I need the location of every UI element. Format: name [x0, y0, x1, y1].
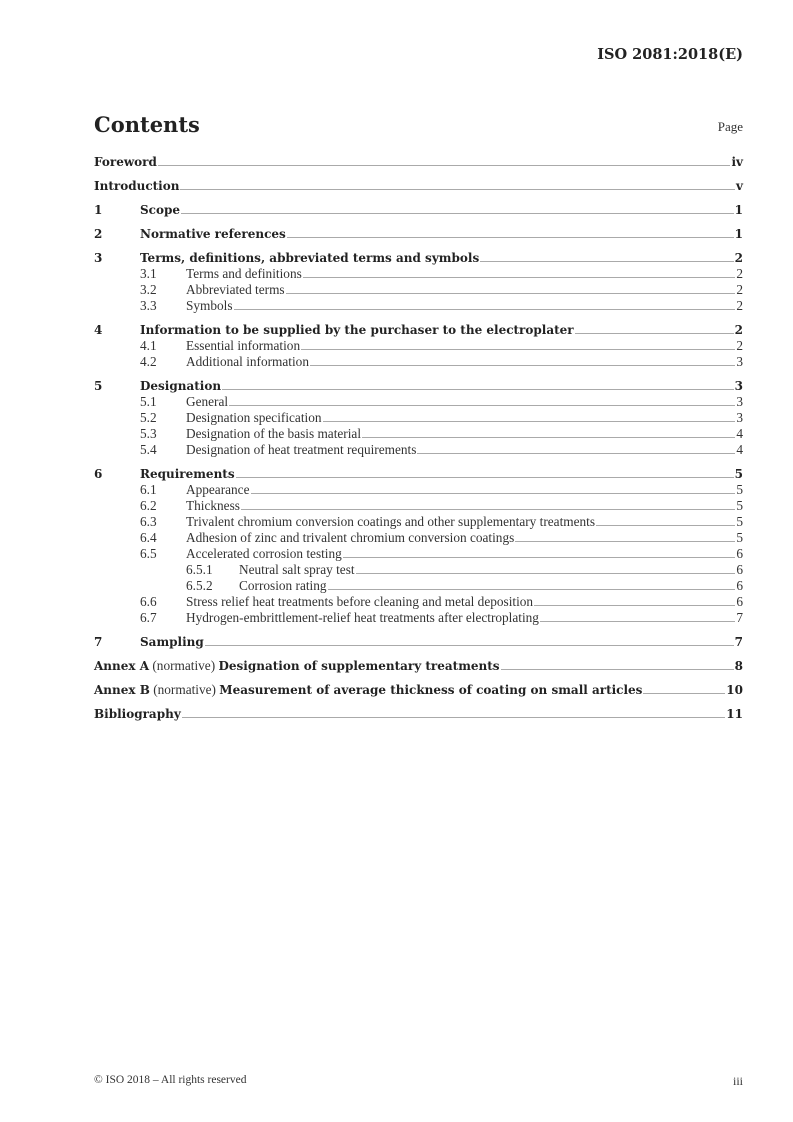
footer-page-number: iii [732, 1074, 743, 1088]
toc-entry[interactable] [94, 282, 743, 298]
toc-entry-page: 2 [734, 251, 743, 265]
toc-entry-title: Sampling [140, 635, 204, 649]
dot-leader [596, 525, 735, 526]
toc-entry-title: Neutral salt spray test [239, 562, 355, 577]
toc-entry-title: Adhesion of zinc and trivalent chromium conversion coatings [186, 530, 515, 545]
toc-entry-page: 5 [736, 482, 743, 497]
dot-leader [158, 165, 731, 166]
toc-entry-title: Requirements [140, 467, 235, 481]
toc-entry[interactable] [94, 610, 743, 626]
toc-entry[interactable] [94, 594, 743, 610]
toc-entry-number: 4 [94, 323, 103, 337]
toc-entry-title: Information to be supplied by the purchaser to the electroplater [140, 323, 574, 337]
dot-leader [534, 605, 735, 606]
dot-leader [251, 493, 736, 494]
toc-entry-title: Designation of the basis material [186, 426, 362, 441]
toc-entry-number: 6.5.2 [186, 578, 213, 593]
toc-entry-page: 7 [736, 610, 743, 625]
toc-entry-number: 5.1 [140, 394, 157, 409]
toc-entry[interactable] [94, 634, 743, 650]
toc-entry-number: 3.3 [140, 298, 157, 313]
toc-entry[interactable] [94, 426, 743, 442]
toc-entry-page: 2 [736, 338, 743, 353]
toc-entry-page: 2 [736, 298, 743, 313]
toc-entry-number: 3.2 [140, 282, 157, 297]
annex-title: Measurement of average thickness of coating on small articles [219, 683, 643, 697]
toc-entry-title: Terms, definitions, abbreviated terms and symbols [140, 251, 480, 265]
toc-entry[interactable] [94, 202, 743, 218]
toc-entry[interactable] [94, 338, 743, 354]
toc-entry-title: Designation [140, 379, 222, 393]
toc-entry-page: 6 [736, 594, 743, 609]
dot-leader [643, 693, 725, 694]
contents-title: Contents [94, 112, 200, 137]
toc-entry-number: 6.7 [140, 610, 157, 625]
toc-entry-title: Stress relief heat treatments before cleaning and metal deposition [186, 594, 534, 609]
toc-entry-page: 7 [734, 635, 743, 649]
annex-type: (normative) [149, 658, 219, 673]
toc-entry[interactable] [94, 298, 743, 314]
toc-entry-number: 6.3 [140, 514, 157, 529]
annex-label: Annex A [94, 659, 150, 673]
dot-leader [356, 573, 736, 574]
toc-entry-title: Corrosion rating [239, 578, 327, 593]
toc-entry-title: Foreword [94, 155, 157, 169]
dot-leader [241, 509, 735, 510]
toc-entry-title: Essential information [186, 338, 301, 353]
dot-leader [182, 717, 726, 718]
dot-leader [236, 477, 734, 478]
toc-entry-number: 7 [94, 635, 103, 649]
dot-leader [303, 277, 736, 278]
dot-leader [222, 389, 734, 390]
dot-leader [229, 405, 735, 406]
toc-entry[interactable] [94, 530, 743, 546]
toc-entry-number: 6 [94, 467, 103, 481]
dot-leader [180, 189, 735, 190]
toc-entry-number: 5.2 [140, 410, 157, 425]
toc-entry[interactable] [94, 658, 743, 674]
toc-entry-page: 5 [736, 514, 743, 529]
toc-entry[interactable] [94, 482, 743, 498]
toc-entry-title: General [186, 394, 229, 409]
toc-entry-number: 6.4 [140, 530, 157, 545]
toc-entry-number: 6.2 [140, 498, 157, 513]
toc-entry-title: Normative references [140, 227, 286, 241]
toc-entry-page: 3 [734, 379, 743, 393]
dot-leader [286, 293, 736, 294]
toc-entry-page: 6 [736, 562, 743, 577]
toc-entry-page: 1 [734, 203, 743, 217]
toc-entry-number: 6.6 [140, 594, 157, 609]
toc-entry[interactable] [94, 322, 743, 338]
toc-entry-title: Additional information [186, 354, 309, 369]
table-of-contents [94, 154, 743, 722]
toc-entry-page: 3 [736, 394, 743, 409]
toc-entry-title: Symbols [186, 298, 233, 313]
toc-entry-page: 4 [736, 426, 743, 441]
toc-entry[interactable] [94, 410, 743, 426]
toc-entry-page: 6 [736, 578, 743, 593]
toc-entry-title: Hydrogen-embrittlement-relief heat treatments after electroplating [186, 610, 539, 625]
toc-entry-page: 6 [736, 546, 743, 561]
toc-entry-title [94, 682, 642, 698]
dot-leader [343, 557, 736, 558]
dot-leader [323, 421, 736, 422]
toc-entry[interactable] [94, 354, 743, 370]
annex-label: Annex B [94, 683, 150, 697]
toc-entry-page: 2 [736, 282, 743, 297]
toc-entry-title: Thickness [186, 498, 240, 513]
toc-entry-number: 4.1 [140, 338, 157, 353]
dot-leader [301, 349, 735, 350]
toc-entry[interactable] [94, 546, 743, 562]
toc-entry-title: Designation specification [186, 410, 322, 425]
toc-entry-number: 5.3 [140, 426, 157, 441]
toc-entry-title: Introduction [94, 179, 180, 193]
toc-entry-number: 5.4 [140, 442, 157, 457]
toc-entry[interactable] [94, 442, 743, 458]
dot-leader [480, 261, 733, 262]
toc-entry-title: Scope [140, 203, 181, 217]
toc-entry[interactable] [94, 562, 743, 578]
dot-leader [417, 453, 735, 454]
toc-entry[interactable] [94, 266, 743, 282]
toc-entry-page: 2 [736, 266, 743, 281]
toc-entry-number: 6.5.1 [186, 562, 213, 577]
toc-entry-number: 6.5 [140, 546, 157, 561]
toc-entry[interactable] [94, 578, 743, 594]
dot-leader [181, 213, 734, 214]
toc-entry-page: iv [731, 155, 743, 169]
toc-entry-page: 2 [734, 323, 743, 337]
dot-leader [540, 621, 735, 622]
toc-entry-page: 1 [734, 227, 743, 241]
dot-leader [234, 309, 736, 310]
toc-entry-page: v [736, 179, 743, 193]
toc-entry-number: 1 [94, 203, 103, 217]
toc-entry-number: 6.1 [140, 482, 157, 497]
annex-title: Designation of supplementary treatments [218, 659, 500, 673]
toc-entry-title: Terms and definitions [186, 266, 302, 281]
toc-entry-page: 5 [734, 467, 743, 481]
toc-entry-title: Appearance [186, 482, 250, 497]
toc-entry-page: 3 [736, 354, 743, 369]
toc-entry[interactable] [94, 706, 743, 722]
toc-entry-title: Designation of heat treatment requirements [186, 442, 417, 457]
document-id: ISO 2081:2018(E) [597, 46, 743, 63]
dot-leader [287, 237, 734, 238]
annex-type: (normative) [149, 682, 220, 697]
dot-leader [328, 589, 736, 590]
dot-leader [205, 645, 734, 646]
footer-copyright: © ISO 2018 – All rights reserved [94, 1074, 247, 1086]
toc-entry[interactable] [94, 378, 743, 394]
toc-entry-page: 11 [726, 707, 743, 721]
toc-entry-page: 5 [736, 530, 743, 545]
toc-entry[interactable] [94, 682, 743, 698]
toc-entry[interactable] [94, 514, 743, 530]
toc-entry[interactable] [94, 250, 743, 266]
toc-entry-page: 3 [736, 410, 743, 425]
toc-entry-page: 10 [726, 683, 743, 697]
toc-entry-number: 3.1 [140, 266, 157, 281]
dot-leader [575, 333, 734, 334]
dot-leader [501, 669, 734, 670]
dot-leader [515, 541, 735, 542]
toc-entry-number: 3 [94, 251, 103, 265]
toc-entry-title: Trivalent chromium conversion coatings and other supplementary treatments [186, 514, 596, 529]
page-column-label: Page [717, 119, 743, 134]
toc-entry-page: 8 [734, 659, 743, 673]
toc-entry-title: Bibliography [94, 707, 181, 721]
dot-leader [310, 365, 735, 366]
toc-entry[interactable] [94, 498, 743, 514]
toc-entry-title: Accelerated corrosion testing [186, 546, 342, 561]
toc-entry-title: Abbreviated terms [186, 282, 285, 297]
toc-entry[interactable] [94, 394, 743, 410]
toc-entry-number: 4.2 [140, 354, 157, 369]
toc-entry-title [94, 658, 500, 674]
toc-entry[interactable] [94, 226, 743, 242]
toc-entry-number: 2 [94, 227, 103, 241]
dot-leader [362, 437, 735, 438]
toc-entry[interactable] [94, 178, 743, 194]
toc-entry-page: 5 [736, 498, 743, 513]
toc-entry-number: 5 [94, 379, 103, 393]
toc-entry-page: 4 [736, 442, 743, 457]
toc-entry[interactable] [94, 466, 743, 482]
toc-entry[interactable] [94, 154, 743, 170]
